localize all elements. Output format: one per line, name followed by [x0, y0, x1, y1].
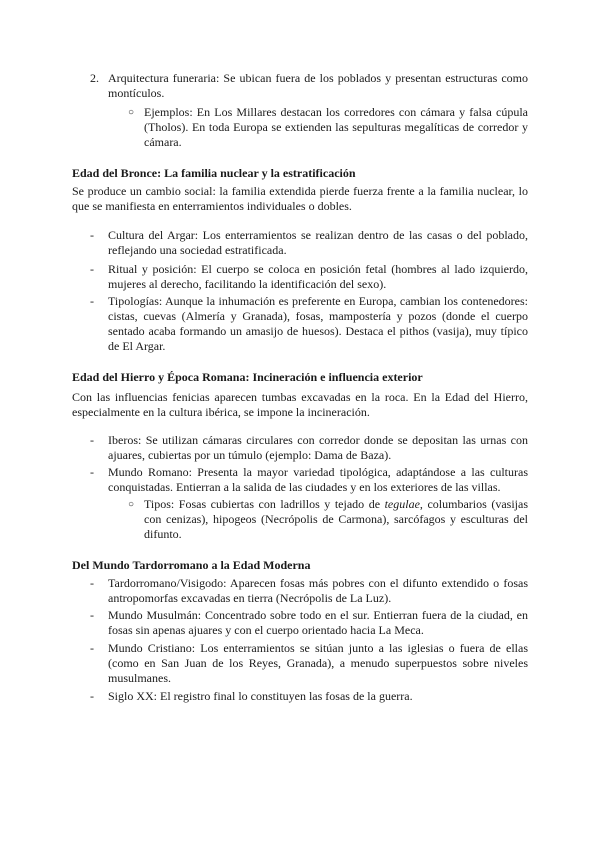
list-item-text: Mundo Cristiano: Los enterramientos se sitúan junto a las iglesias o fuera de ellas (como en San Juan de los Reyes, Granada), a menudo superpuestos sobre niveles musulmanes. [108, 641, 528, 685]
list-item-text: Tipologías: Aunque la inhumación es preferente en Europa, cambian los contenedores: cistas, cuevas (Almería y Granada), fosas, mampostería y pozos (donde el cuerpo sentado acaba formando un amasijo de huesos). Destaca el pithos (vasija), muy típico de El Argar. [108, 294, 528, 353]
sub-item-text-italic: tegulae [384, 497, 420, 511]
list-item [90, 433, 528, 463]
sub-item-text [144, 497, 528, 542]
list-item-text: Iberos: Se utilizan cámaras circulares con corredor donde se depositan las urnas con ajuares, cubiertas por un túmulo (ejemplo: Dama de Baza). [108, 433, 528, 462]
dash-bullet: - [90, 262, 94, 276]
list-item [90, 689, 528, 704]
sub-list-item [128, 105, 528, 150]
circle-bullet-icon: ○ [128, 499, 135, 510]
section-heading-hierro: Edad del Hierro y Época Romana: Incineración e influencia exterior [72, 370, 423, 384]
dash-bullet: - [90, 228, 94, 242]
list-item-text: Tardorromano/Visigodo: Aparecen fosas más pobres con el difunto extendido o fosas antropomorfas excavadas en tierra (Necrópolis de La Luz). [108, 576, 528, 605]
section-heading-bronce: Edad del Bronce: La familia nuclear y la estratificación [72, 166, 356, 180]
list-number: 2. [90, 71, 99, 85]
list-item [90, 465, 528, 495]
list-item-text: Mundo Romano: Presenta la mayor variedad tipológica, adaptándose a las culturas conquistadas. Entierran a la salida de las ciudades y en los exteriores de las villas. [108, 465, 528, 494]
dash-bullet: - [90, 294, 94, 308]
dash-bullet: - [90, 433, 94, 447]
circle-bullet-icon: ○ [128, 107, 135, 118]
paragraph-hierro-intro: Con las influencias fenicias aparecen tumbas excavadas en la roca. En la Edad del Hierro, especialmente en la cultura ibérica, se impone la incineración. [72, 390, 528, 419]
sub-item-text-start: Tipos: Fosas cubiertas con ladrillos y tejado de [144, 497, 385, 511]
list-item [90, 294, 528, 354]
list-item [90, 262, 528, 292]
sub-list-item [128, 497, 528, 542]
dash-bullet: - [90, 608, 94, 622]
numbered-item-2 [92, 71, 528, 101]
paragraph-bronce-intro: Se produce un cambio social: la familia extendida pierde fuerza frente a la familia nuclear, lo que se manifiesta en enterramientos individuales o dobles. [72, 184, 528, 213]
dash-bullet: - [90, 689, 94, 703]
list-item [90, 228, 528, 258]
dash-bullet: - [90, 641, 94, 655]
sub-item-text: Ejemplos: En Los Millares destacan los corredores con cámara y falsa cúpula (Tholos). En toda Europa se extienden las sepulturas megalíticas de corredor y cámara. [144, 105, 528, 149]
list-item-text: Arquitectura funeraria: Se ubican fuera de los poblados y presentan estructuras como montículos. [108, 71, 528, 100]
list-item [90, 641, 528, 686]
section-heading-tardo: Del Mundo Tardorromano a la Edad Moderna [72, 558, 311, 572]
list-item-text: Mundo Musulmán: Concentrado sobre todo en el sur. Entierran fuera de la ciudad, en fosas sin apenas ajuares y con el cuerpo orientado hacia La Meca. [108, 608, 528, 637]
sub-item-text-end: , columbarios (vasijas con cenizas), hipogeos (Necrópolis de Carmona), sarcófagos y esculturas del difunto. [144, 497, 528, 541]
list-item-text: Ritual y posición: El cuerpo se coloca en posición fetal (hombres al lado izquierdo, mujeres al derecho, facilitando la identificación del sexo). [108, 262, 528, 291]
list-item [90, 608, 528, 638]
dash-bullet: - [90, 465, 94, 479]
list-item-text: Cultura del Argar: Los enterramientos se realizan dentro de las casas o del poblado, reflejando una sociedad estratificada. [108, 228, 528, 257]
list-item [90, 576, 528, 606]
list-item-text: Siglo XX: El registro final lo constituyen las fosas de la guerra. [108, 689, 413, 703]
dash-bullet: - [90, 576, 94, 590]
